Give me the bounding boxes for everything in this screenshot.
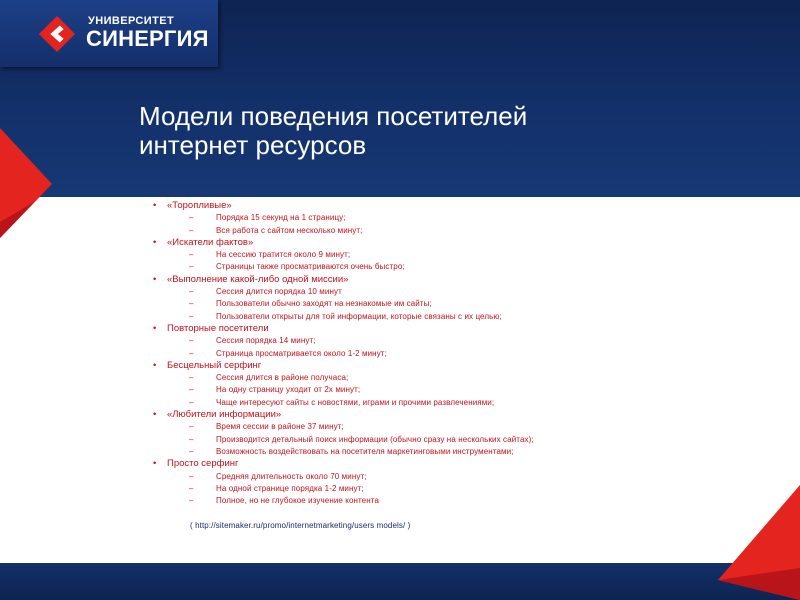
sub-list-item: – Пользователи обычно заходят на незнакомые им сайты; xyxy=(167,298,753,310)
logo-text-synergy: СИНЕРГИЯ xyxy=(86,26,209,51)
sub-list xyxy=(167,249,753,274)
sub-list-item: – Сессия длится порядка 10 минут xyxy=(167,286,753,298)
group-label: «Искатели фактов» xyxy=(167,236,254,248)
slide-title xyxy=(139,102,699,160)
sub-list-item: – Производится детальный поиск информации (обычно сразу на нескольких сайтах); xyxy=(167,434,753,446)
list-item xyxy=(153,323,753,360)
sub-list-item: – Сессия длится в районе получаса; xyxy=(167,372,753,384)
sub-list xyxy=(167,335,753,360)
sub-list xyxy=(167,286,753,323)
slide-title-line-1: Модели поведения посетителей xyxy=(139,101,528,131)
sub-list xyxy=(167,421,753,458)
list-item xyxy=(153,200,753,237)
sub-list xyxy=(167,212,753,237)
group-label: Бесцельный серфинг xyxy=(167,359,262,371)
list-item xyxy=(153,237,753,274)
sub-list-item: – Полное, но не глубокое изучение контента xyxy=(167,495,753,507)
list-item xyxy=(153,409,753,458)
sub-list-item: – Страницы также просматриваются очень быстро; xyxy=(167,261,753,273)
sub-list-item: – Сессия порядка 14 минут; xyxy=(167,335,753,347)
logo-text-university: УНИВЕРСИТЕТ xyxy=(88,15,175,27)
sub-list-item: – На сессию тратится около 9 минут; xyxy=(167,249,753,261)
sub-list-item: – Порядка 15 секунд на 1 страницу; xyxy=(167,212,753,224)
sub-list-item: – Чаще интересуют сайты с новостями, играми и прочими развлечениями; xyxy=(167,397,753,409)
sub-list xyxy=(167,471,753,508)
sub-list-item: – На одной странице порядка 1-2 минут; xyxy=(167,483,753,495)
sub-list-item: – Страница просматривается около 1-2 минут; xyxy=(167,348,753,360)
group-label: «Выполнение какой-либо одной миссии» xyxy=(167,273,349,285)
sub-list-item: – Возможность воздействовать на посетителя маркетинговыми инструментами; xyxy=(167,446,753,458)
sub-list-item: – Время сессии в районе 37 минут; xyxy=(167,421,753,433)
source-link[interactable]: ( http://sitemaker.ru/promo/internetmarketing/users models/ ) xyxy=(190,521,411,530)
list-item xyxy=(153,458,753,507)
list-item xyxy=(153,360,753,409)
sub-list-item: – Вся работа с сайтом несколько минут; xyxy=(167,225,753,237)
group-label: «Торопливые» xyxy=(167,200,232,211)
sub-list-item: – Пользователи открыты для той информации, которые связаны с их целью; xyxy=(167,311,753,323)
logo[interactable] xyxy=(0,0,218,67)
slide-title-line-2: интернет ресурсов xyxy=(139,130,367,160)
group-label: «Любители информации» xyxy=(167,409,282,421)
group-label: Повторные посетители xyxy=(167,322,269,334)
sub-list-item: – На одну страницу уходит от 2х минут; xyxy=(167,384,753,396)
synergy-logo-icon xyxy=(38,15,76,53)
group-label: Просто серфинг xyxy=(167,458,239,470)
behavior-models-list xyxy=(153,200,753,507)
sub-list xyxy=(167,372,753,409)
sub-list-item: – Средняя длительность около 70 минут; xyxy=(167,471,753,483)
list-item xyxy=(153,274,753,323)
